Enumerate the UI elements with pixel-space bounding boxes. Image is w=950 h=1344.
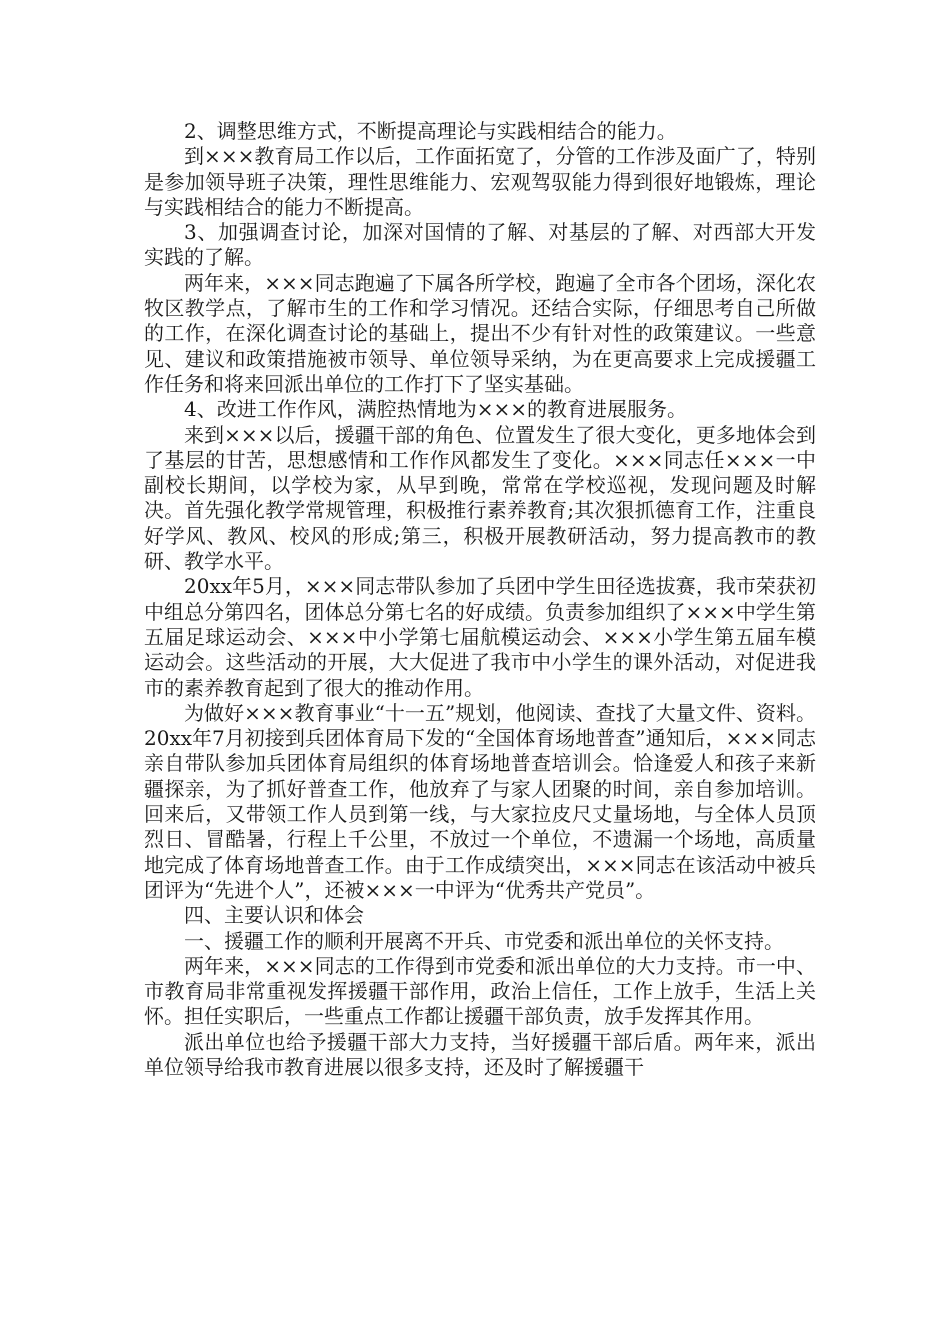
paragraph-body: 两年来，×××同志跑遍了下属各所学校，跑遍了全市各个团场，深化农牧区教学点，了解市生的工作和学习情况。还结合实际，仔细思考自己所做的工作，在深化调查讨论的基础上，提出不少有针对性的政策建议。一些意见、建议和政策措施被市领导、单位领导采纳，为在更高要求上完成援疆工作任务和将来回派出单位的工作打下了坚实基础。	[144, 270, 816, 396]
paragraph-heading-4: 4、改进工作作风，满腔热情地为×××的教育进展服务。	[184, 397, 687, 422]
paragraph-heading-1: 一、援疆工作的顺利开展离不开兵、市党委和派出单位的关怀支持。	[184, 928, 784, 953]
paragraph-body: 20xx年5月，×××同志带队参加了兵团中学生田径选拔赛，我市荣获初中组总分第四名，团体总分第七名的好成绩。负责参加组织了×××中学生第五届足球运动会、×××中小学第七届航模运动会、×××小学生第五届车模运动会。这些活动的开展，大大促进了我市中小学生的课外活动，对促进我市的素养教育起到了很大的推动作用。	[144, 574, 816, 700]
paragraph-body: 来到×××以后，援疆干部的角色、位置发生了很大变化，更多地体会到了基层的甘苦，思想感情和工作作风都发生了变化。×××同志任×××一中副校长期间，以学校为家，从早到晚，常常在学校巡视，发现问题及时解决。首先强化教学常规管理，积极推行素养教育;其次狠抓德育工作，注重良好学风、教风、校风的形成;第三，积极开展教研活动，努力提高教市的教研、教学水平。	[144, 422, 816, 574]
section-heading: 四、主要认识和体会	[184, 903, 364, 928]
paragraph-heading-2: 2、调整思维方式，不断提高理论与实践相结合的能力。	[184, 119, 677, 143]
paragraph-body: 为做好×××教育事业“十一五”规划，他阅读、查找了大量文件、资料。20xx年7月初接到兵团体育局下发的“全国体育场地普查”通知后，×××同志亲自带队参加兵团体育局组织的体育场地普查培训会。恰逢爱人和孩子来新疆探亲，为了抓好普查工作，他放弃了与家人团聚的时间，亲自参加培训。回来后，又带领工作人员到第一线，与大家拉皮尺丈量场地，与全体人员顶烈日、冒酷暑，行程上千公里，不放过一个单位，不遗漏一个场地，高质量地完成了体育场地普查工作。由于工作成绩突出，×××同志在该活动中被兵团评为“先进个人”，还被×××一中评为“优秀共产党员”。	[144, 700, 816, 902]
paragraph-body: 派出单位也给予援疆干部大力支持，当好援疆干部后盾。两年来，派出单位领导给我市教育进展以很多支持，还及时了解援疆干	[144, 1029, 816, 1079]
document-page	[144, 119, 816, 1080]
paragraph-body: 到×××教育局工作以后，工作面拓宽了，分管的工作涉及面广了，特别是参加领导班子决策，理性思维能力、宏观驾驭能力得到很好地锻炼，理论与实践相结合的能力不断提高。	[144, 144, 816, 219]
paragraph-body: 两年来，×××同志的工作得到市党委和派出单位的大力支持。市一中、市教育局非常重视发挥援疆干部作用，政治上信任，工作上放手，生活上关怀。担任实职后，一些重点工作都让援疆干部负责，放手发挥其作用。	[144, 953, 816, 1029]
paragraph-heading-3: 3、加强调查讨论，加深对国情的了解、对基层的了解、对西部大开发实践的了解。	[144, 220, 816, 270]
